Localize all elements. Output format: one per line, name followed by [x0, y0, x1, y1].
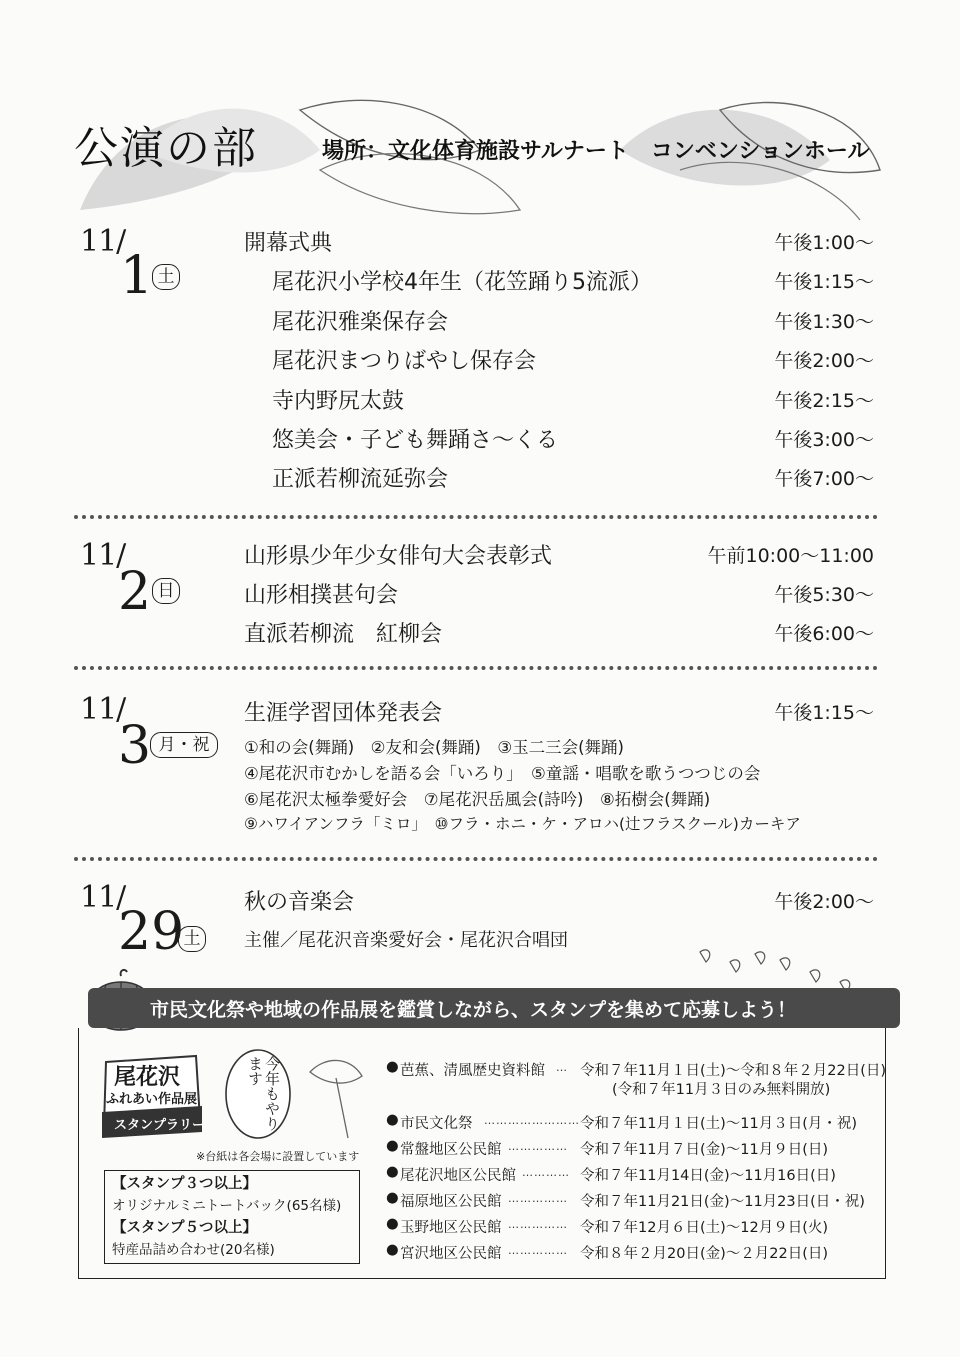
event-time: 午後6:00〜 [774, 623, 874, 645]
prize-label: 【スタンプ５つ以上】 [112, 1220, 257, 1236]
dotted-divider [74, 857, 878, 861]
logo-rally: スタンプラリー [114, 1118, 206, 1133]
event-time: 午前10:00〜11:00 [707, 545, 874, 567]
group-line: ⑨ハワイアンフラ「ミロ」 ⑩フラ・ホニ・ケ・アロハ(辻フラスクール)カーキア [244, 815, 801, 833]
event-name: 山形相撲甚句会 [244, 583, 399, 608]
venue-bullet: ● [386, 1242, 399, 1258]
date-month: 11/ [80, 692, 126, 727]
venue-leader: … [556, 1061, 568, 1074]
date-month: 11/ [80, 224, 126, 259]
venue-bullet: ● [386, 1216, 399, 1232]
venue-place: 福原地区公民館 [400, 1194, 502, 1210]
venue-period: 令和７年11月21日(金)〜11月23日(日・祝) [580, 1194, 865, 1210]
event-name: 秋の音楽会 [244, 890, 355, 915]
event-time: 午後2:00〜 [774, 350, 874, 372]
event-name: 尾花沢雅楽保存会 [272, 310, 449, 335]
venue-bullet: ● [386, 1190, 399, 1206]
logo-subtitle: ふれあい作品展 [106, 1092, 198, 1107]
date-month: 11/ [80, 880, 126, 915]
event-name: 山形県少年少女俳句大会表彰式 [244, 544, 553, 569]
event-name: 正派若柳流延弥会 [272, 467, 449, 492]
venue-bullet: ● [386, 1138, 399, 1154]
venue-leader: …………… [508, 1244, 568, 1257]
group-line: ①和の会(舞踊) ②友和会(舞踊) ③玉二三会(舞踊) [244, 738, 624, 757]
venue-period-note: (令和７年11月３日のみ無料開放) [612, 1082, 831, 1098]
venue-period: 令和７年11月１日(土)〜11月３日(月・祝) [580, 1116, 858, 1132]
event-time: 午後2:00〜 [774, 891, 874, 913]
weekday-badge: 月・祝 [150, 732, 218, 758]
event-name: 寺内野尻太鼓 [272, 389, 405, 414]
event-time: 午後5:30〜 [774, 584, 874, 606]
venue-period: 令和７年11月14日(金)〜11月16日(日) [580, 1168, 836, 1184]
venue-bullet: ● [386, 1059, 399, 1075]
weekday-badge: 土 [178, 926, 206, 952]
venue-bullet: ● [386, 1164, 399, 1180]
event-time: 午後7:00〜 [774, 468, 874, 490]
event-time: 午後1:00〜 [774, 232, 874, 254]
venue-leader: …………… [508, 1192, 568, 1205]
event-name: 直派若柳流 紅柳会 [244, 622, 443, 647]
venue-leader: …………… [508, 1140, 568, 1153]
prize-item: 特産品詰め合わせ(20名様) [112, 1242, 275, 1258]
group-line: ⑥尾花沢太極拳愛好会 ⑦尾花沢岳風会(詩吟) ⑧拓樹会(舞踊) [244, 790, 711, 809]
venue-place: 玉野地区公民館 [400, 1220, 502, 1236]
stamp-note: ※台紙は各会場に設置しています [196, 1150, 360, 1163]
date-month: 11/ [80, 538, 126, 573]
event-time: 午後1:15〜 [774, 271, 874, 293]
venue-period: 令和７年11月１日(土)〜令和８年２月22日(日) [580, 1063, 887, 1079]
prize-item: オリジナルミニトートバック(65名様) [112, 1198, 342, 1214]
venue-bullet: ● [386, 1112, 399, 1128]
date-day: 3 [118, 716, 152, 776]
venue-leader: …………… [508, 1218, 568, 1231]
page-title: 公演の部 [74, 123, 258, 174]
organizer-text: 主催／尾花沢音楽愛好会・尾花沢合唱団 [244, 930, 568, 951]
stamp-banner-text: 市民文化祭や地域の作品展を鑑賞しながら、スタンプを集めて応募しよう！ [150, 999, 797, 1021]
event-time: 午後2:15〜 [774, 390, 874, 412]
venue-place: 芭蕉、清風歴史資料館 [400, 1063, 545, 1079]
venue-place: 宮沢地区公民館 [400, 1246, 502, 1262]
venue-period: 令和８年２月20日(金)〜２月22日(日) [580, 1246, 829, 1262]
venue-text: 場所：文化体育施設サルナート コンベンションホール [322, 139, 870, 164]
date-day: 29 [118, 902, 185, 962]
venue-leader: ………… [522, 1166, 570, 1179]
event-name: 悠美会・子ども舞踊さ〜くる [272, 428, 559, 453]
event-time: 午後3:00〜 [774, 429, 874, 451]
event-name: 開幕式典 [244, 231, 333, 256]
event-name: 尾花沢まつりばやし保存会 [272, 349, 537, 374]
venue-place: 常盤地区公民館 [400, 1142, 502, 1158]
venue-period: 令和７年11月７日(金)〜11月９日(日) [580, 1142, 829, 1158]
event-time: 午後1:30〜 [774, 311, 874, 333]
venue-place: 市民文化祭 [400, 1116, 473, 1132]
ginkgo-leaf-icon [300, 1052, 370, 1142]
prize-label: 【スタンプ３つ以上】 [112, 1176, 257, 1192]
dotted-divider [74, 666, 878, 670]
group-line: ④尾花沢市むかしを語る会「いろり」 ⑤童謡・唱歌を歌うつつじの会 [244, 764, 761, 783]
bubble-text: 今年もやります [246, 1056, 281, 1131]
date-day: 2 [118, 562, 152, 622]
venue-leader: …………………… [484, 1114, 580, 1127]
logo-title: 尾花沢 [114, 1065, 181, 1090]
event-name: 尾花沢小学校4年生（花笠踊り5流派） [272, 270, 652, 295]
dotted-divider [74, 515, 878, 519]
weekday-badge: 日 [152, 578, 180, 604]
event-name: 生涯学習団体発表会 [244, 701, 443, 726]
venue-period: 令和７年12月６日(土)〜12月９日(火) [580, 1220, 829, 1236]
weekday-badge: 土 [152, 264, 180, 290]
venue-place: 尾花沢地区公民館 [400, 1168, 516, 1184]
date-day: 1 [120, 246, 154, 306]
event-time: 午後1:15〜 [774, 702, 874, 724]
